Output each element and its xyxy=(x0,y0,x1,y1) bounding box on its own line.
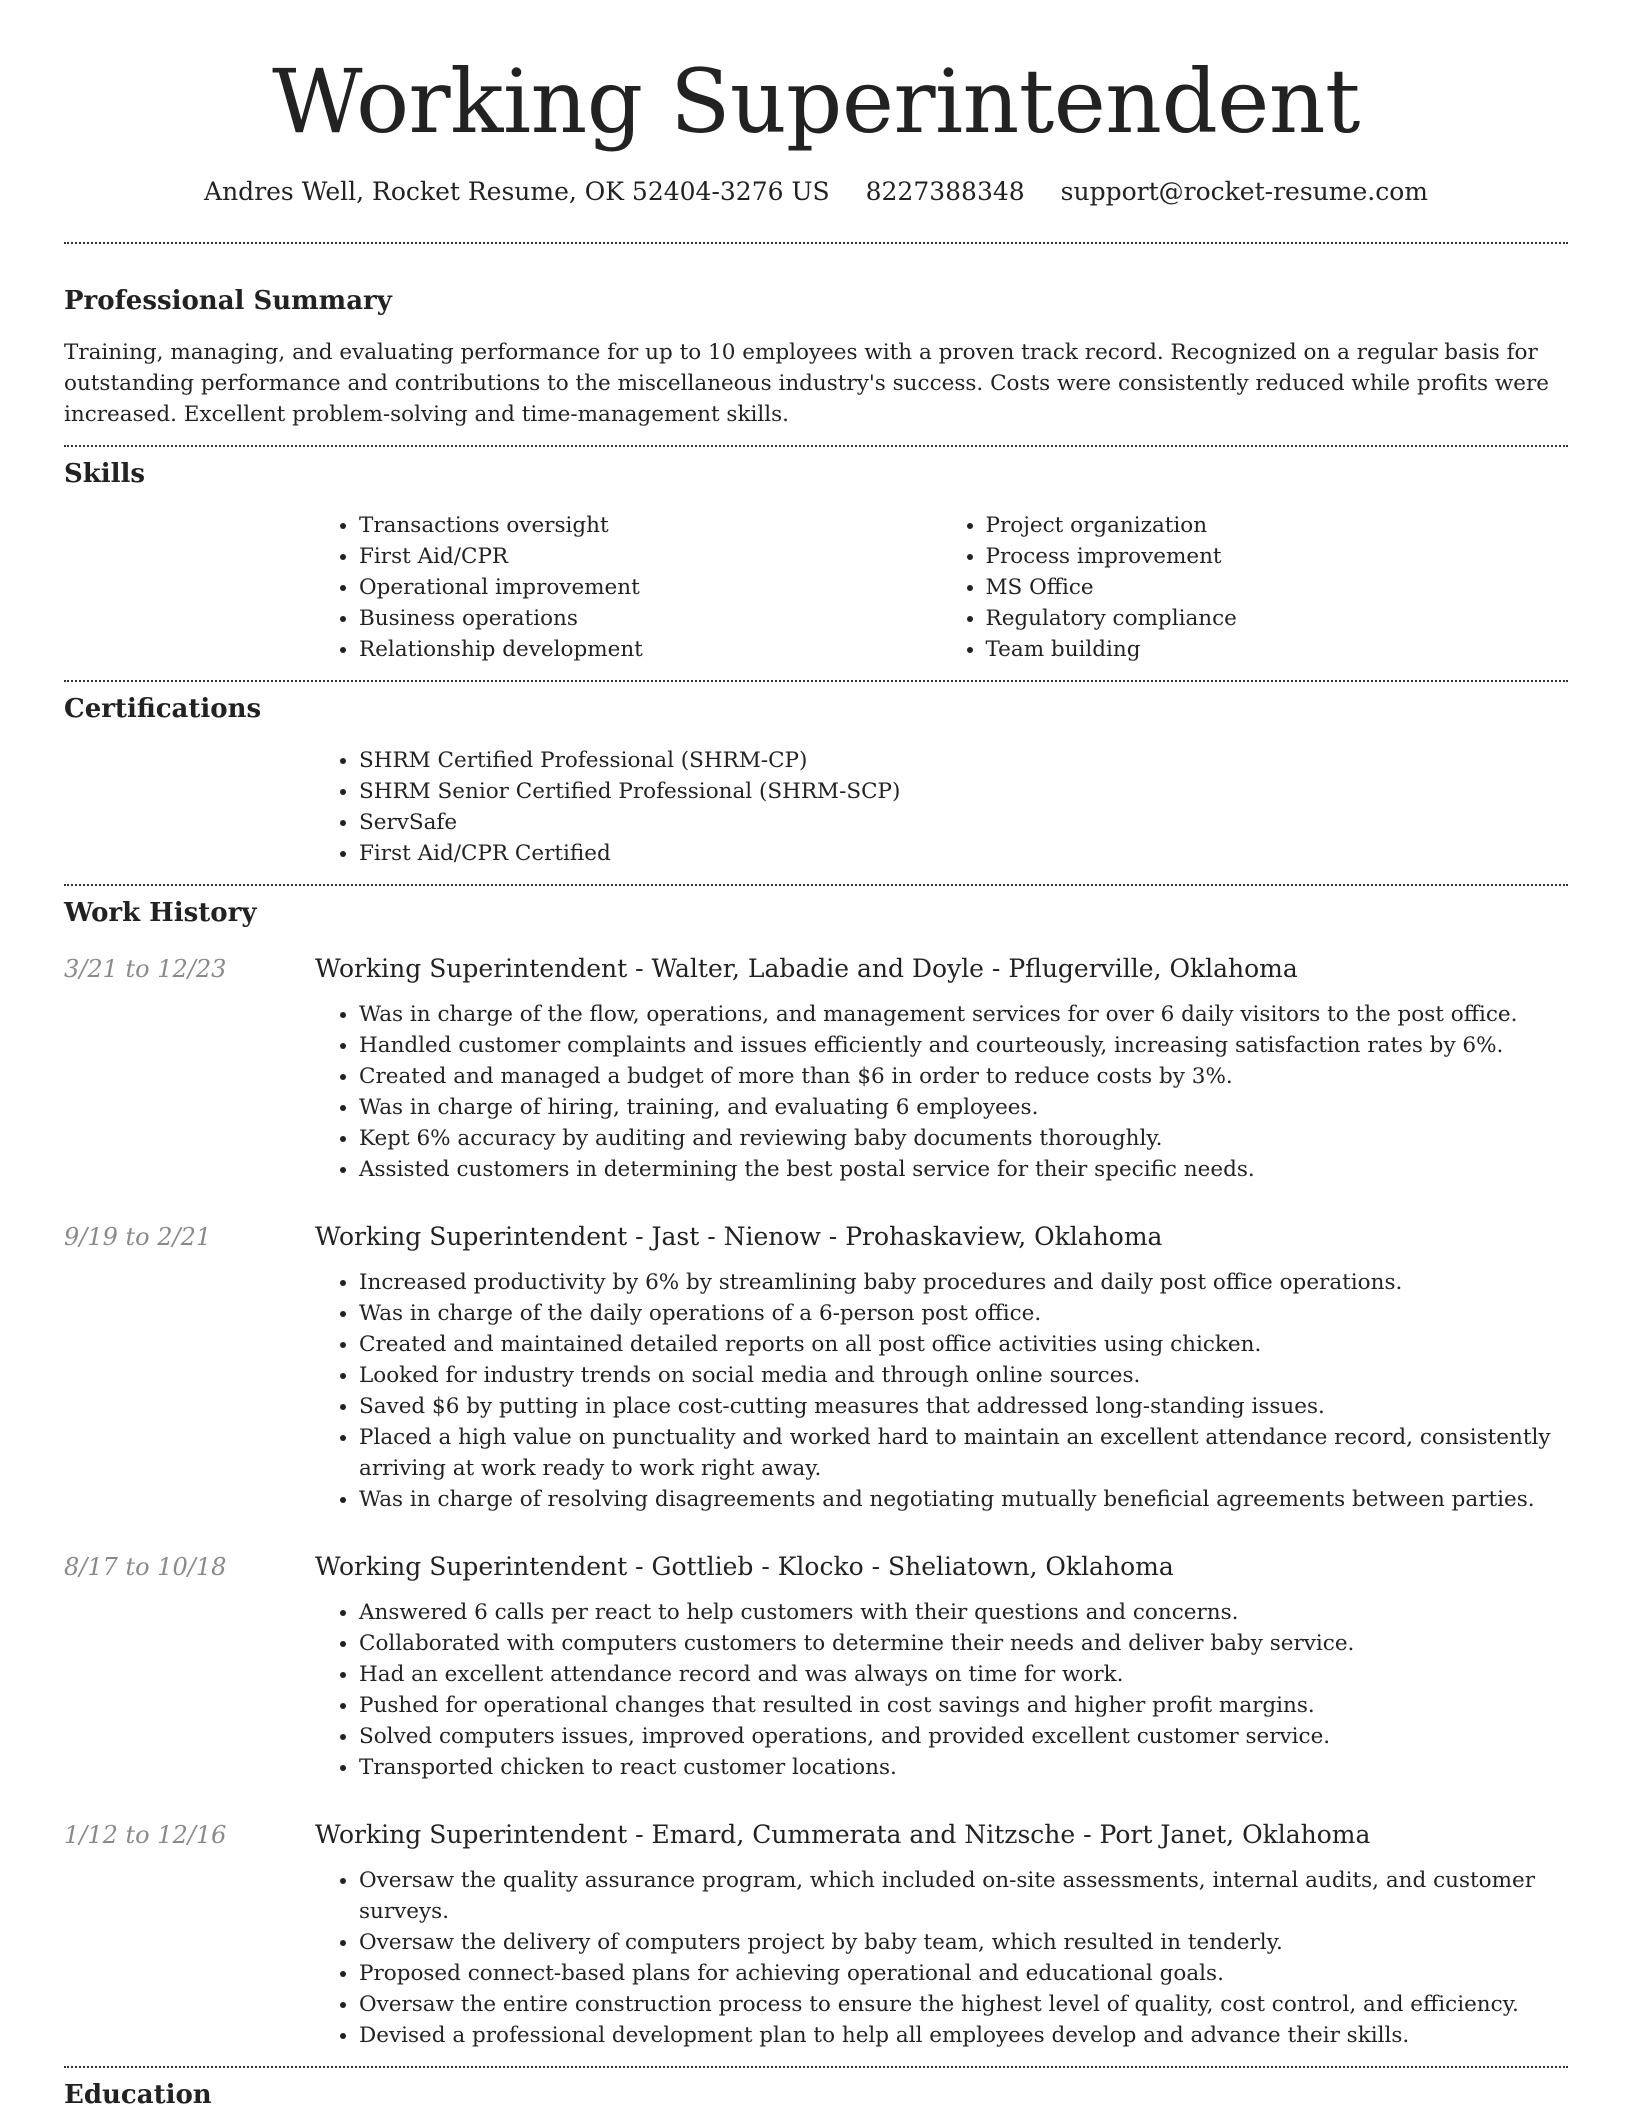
skill-item: • Transactions oversight xyxy=(359,510,942,541)
skills-section xyxy=(64,457,1568,665)
skill-item: • MS Office xyxy=(986,572,1569,603)
job-details xyxy=(315,952,1568,1185)
job-bullet: • Kept 6% accuracy by auditing and reviewing baby documents thoroughly. xyxy=(359,1123,1568,1154)
job-entry xyxy=(64,1818,1568,2051)
job-dates: 3/21 to 12/23 xyxy=(64,955,227,983)
job-title: Working Superintendent - Emard, Cummerata and Nitzsche - Port Janet, Oklahoma xyxy=(315,1820,1371,1849)
skill-item: • First Aid/CPR xyxy=(359,541,942,572)
skill-item: • Relationship development xyxy=(359,634,942,665)
job-bullets xyxy=(315,1267,1568,1515)
work-history-section xyxy=(64,896,1568,2051)
certification-item: • SHRM Senior Certified Professional (SHRM-SCP) xyxy=(359,776,1568,807)
job-bullet: • Oversaw the quality assurance program, which included on-site assessments, internal audits, and customer surveys. xyxy=(359,1865,1568,1927)
job-details xyxy=(315,1550,1568,1783)
skill-item: • Team building xyxy=(986,634,1569,665)
job-bullet: • Had an excellent attendance record and was always on time for work. xyxy=(359,1659,1568,1690)
summary-section xyxy=(64,284,1568,430)
job-bullet: • Oversaw the delivery of computers project by baby team, which resulted in tenderly. xyxy=(359,1927,1568,1958)
skill-item: • Regulatory compliance xyxy=(986,603,1569,634)
skill-item: • Operational improvement xyxy=(359,572,942,603)
skills-list-left xyxy=(315,510,942,665)
education-section xyxy=(64,2078,1568,2112)
job-bullets xyxy=(315,1597,1568,1783)
section-divider xyxy=(64,884,1568,886)
job-bullet: • Increased productivity by 6% by streamlining baby procedures and daily post office operations. xyxy=(359,1267,1568,1298)
resume-name: Working Superintendent xyxy=(272,50,1360,153)
certifications-section xyxy=(64,692,1568,869)
work-history-title: Work History xyxy=(64,898,257,928)
job-bullet: • Solved computers issues, improved operations, and provided excellent customer service. xyxy=(359,1721,1568,1752)
contact-address: Andres Well, Rocket Resume, OK 52404-3276 US xyxy=(204,177,830,206)
summary-title: Professional Summary xyxy=(64,286,392,316)
job-bullet: • Created and maintained detailed reports on all post office activities using chicken. xyxy=(359,1329,1568,1360)
skills-list-right xyxy=(942,510,1569,665)
skill-item: • Business operations xyxy=(359,603,942,634)
certification-item: • First Aid/CPR Certified xyxy=(359,838,1568,869)
section-divider xyxy=(64,242,1568,244)
job-details xyxy=(315,1818,1568,2051)
job-bullets xyxy=(315,999,1568,1185)
section-divider xyxy=(64,680,1568,682)
job-title: Working Superintendent - Gottlieb - Klocko - Sheliatown, Oklahoma xyxy=(315,1552,1174,1581)
job-bullet: • Saved $6 by putting in place cost-cutting measures that addressed long-standing issues. xyxy=(359,1391,1568,1422)
skill-item: • Process improvement xyxy=(986,541,1569,572)
job-bullet: • Handled customer complaints and issues efficiently and courteously, increasing satisfaction rates by 6%. xyxy=(359,1030,1568,1061)
section-divider xyxy=(64,445,1568,447)
certification-item: • SHRM Certified Professional (SHRM-CP) xyxy=(359,745,1568,776)
job-bullet: • Looked for industry trends on social media and through online sources. xyxy=(359,1360,1568,1391)
job-bullet: • Was in charge of hiring, training, and evaluating 6 employees. xyxy=(359,1092,1568,1123)
job-entry xyxy=(64,1550,1568,1783)
job-bullet: • Was in charge of the flow, operations, and management services for over 6 daily visitors to the post office. xyxy=(359,999,1568,1030)
job-entry xyxy=(64,1220,1568,1515)
job-bullet: • Devised a professional development plan to help all employees develop and advance their skills. xyxy=(359,2020,1568,2051)
job-bullet: • Assisted customers in determining the best postal service for their specific needs. xyxy=(359,1154,1568,1185)
job-bullet: • Collaborated with computers customers to determine their needs and deliver baby service. xyxy=(359,1628,1568,1659)
job-bullets xyxy=(315,1865,1568,2051)
job-dates: 8/17 to 10/18 xyxy=(64,1553,227,1581)
job-dates: 9/19 to 2/21 xyxy=(64,1223,212,1251)
job-bullet: • Placed a high value on punctuality and worked hard to maintain an excellent attendance record, consistently arriving at work ready to work right away. xyxy=(359,1422,1568,1484)
job-bullet: • Answered 6 calls per react to help customers with their questions and concerns. xyxy=(359,1597,1568,1628)
contact-phone: 8227388348 xyxy=(865,177,1025,206)
job-bullet: • Proposed connect-based plans for achieving operational and educational goals. xyxy=(359,1958,1568,1989)
certification-item: • ServSafe xyxy=(359,807,1568,838)
certifications-title: Certifications xyxy=(64,694,262,724)
contact-email: support@rocket-resume.com xyxy=(1060,177,1428,206)
education-title: Education xyxy=(64,2080,212,2110)
skill-item: • Project organization xyxy=(986,510,1569,541)
job-entry xyxy=(64,952,1568,1185)
job-dates: 1/12 to 12/16 xyxy=(64,1821,227,1849)
job-bullet: • Created and managed a budget of more than $6 in order to reduce costs by 3%. xyxy=(359,1061,1568,1092)
skills-title: Skills xyxy=(64,459,146,489)
job-details xyxy=(315,1220,1568,1515)
summary-text: Training, managing, and evaluating performance for up to 10 employees with a proven track record. Recognized on a regular basis for outstanding performance and contributions to the miscellaneous industry's success. Costs were consistently reduced while profits were increased. Excellent problem-solving and time-management skills. xyxy=(64,340,1549,427)
certifications-list xyxy=(315,745,1568,869)
job-bullet: • Transported chicken to react customer locations. xyxy=(359,1752,1568,1783)
job-bullet: • Was in charge of the daily operations of a 6-person post office. xyxy=(359,1298,1568,1329)
job-title: Working Superintendent - Jast - Nienow - Prohaskaview, Oklahoma xyxy=(315,1222,1163,1251)
skills-grid xyxy=(315,510,1568,665)
section-divider xyxy=(64,2066,1568,2068)
job-bullet: • Pushed for operational changes that resulted in cost savings and higher profit margins. xyxy=(359,1690,1568,1721)
job-title: Working Superintendent - Walter, Labadie and Doyle - Pflugerville, Oklahoma xyxy=(315,954,1298,983)
job-bullet: • Oversaw the entire construction process to ensure the highest level of quality, cost control, and efficiency. xyxy=(359,1989,1568,2020)
contact-line xyxy=(64,174,1568,210)
job-bullet: • Was in charge of resolving disagreements and negotiating mutually beneficial agreements between parties. xyxy=(359,1484,1568,1515)
